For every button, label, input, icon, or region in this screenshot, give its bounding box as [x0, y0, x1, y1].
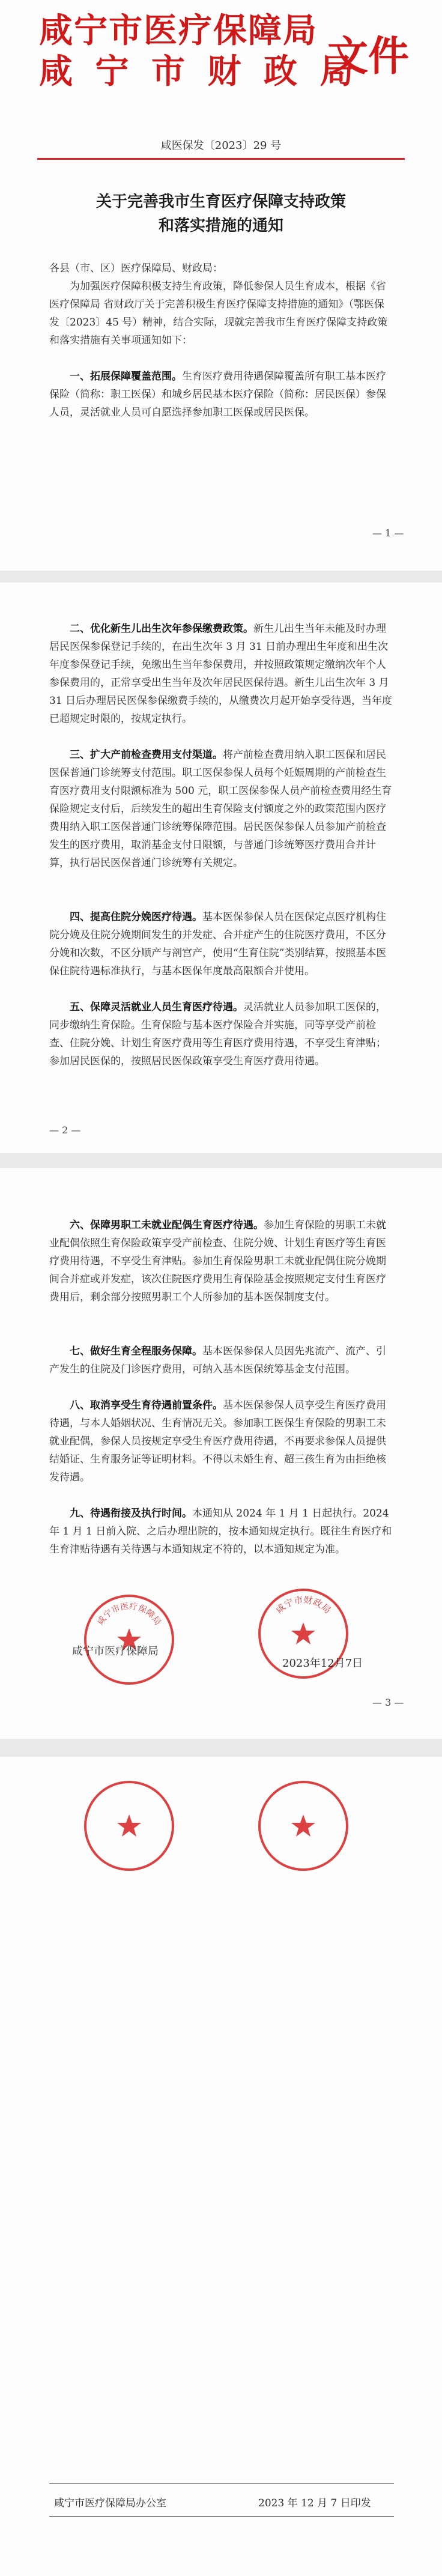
page-4 — [0, 1757, 442, 2576]
section-1 — [49, 368, 394, 422]
finance-bureau-seal-repeat — [258, 1781, 348, 1871]
svg-text:咸宁市财政局: 咸宁市财政局 — [273, 1594, 333, 1616]
page-number-2: — 2 — — [49, 1124, 81, 1136]
intro-paragraph: 为加强医疗保障积极支持生育政策，降低参保人员生育成本，根据《省医疗保障局 省财政厅关于完善积极生育医疗保障支持措施的通知》（鄂医保发〔2023〕45 号）精神，结合实际，现就完善我市生育医疗保障支持政策和落实措施有关事项通知如下： — [49, 280, 388, 347]
section-4-body: 基本医保参保人员在医保定点医疗机构住院分娩及住院分娩期间发生的并发症、合并症产生的住院医疗费用，不区分分娩和次数，不区分顺产与剖宫产，使用“生育住院”类别结算，按照基本医保住院待遇标准执行，与基本医保年度最高限额合并使用。 — [49, 911, 387, 977]
section-7-body: 基本医保参保人员因先兆流产、流产、引产发生的住院及门诊医疗费用，可纳入基本医保统筹基金支付范围。 — [49, 1345, 386, 1375]
section-6-heading: 六、保障男职工未就业配偶生育医疗待遇。 — [70, 1219, 264, 1231]
section-1-body: 生育医疗费用待遇保障覆盖所有职工基本医疗保险（简称：职工医保）和城乡居民基本医疗保险（简称：居民医保）参保人员，灵活就业人员可自愿选择参加职工医保或居民医保。 — [49, 371, 386, 419]
section-7 — [49, 1342, 394, 1378]
recipients: 各县（市、区）医疗保障局、财政局： — [49, 262, 223, 274]
section-8 — [49, 1396, 394, 1487]
health-bureau-seal — [84, 1595, 174, 1685]
document-title-line2: 和落实措施的通知 — [158, 217, 283, 235]
section-9-heading: 九、待遇衔接及执行时间。 — [70, 1508, 192, 1520]
page-number-3: — 3 — — [372, 1697, 404, 1708]
health-bureau-seal-repeat-graphic — [86, 1783, 172, 1868]
health-bureau-seal-repeat — [84, 1781, 174, 1871]
section-5 — [49, 998, 394, 1070]
section-9 — [49, 1505, 394, 1559]
section-3-heading: 三、扩大产前检查费用支付渠道。 — [70, 749, 223, 761]
section-6 — [49, 1216, 394, 1306]
section-1-heading: 一、拓展保障覆盖范围。 — [70, 371, 182, 383]
section-3 — [49, 746, 394, 872]
document-number: 咸医保发〔2023〕29 号 — [160, 139, 282, 152]
svg-text:咸宁市医疗保障局: 咸宁市医疗保障局 — [95, 1601, 163, 1627]
section-2 — [49, 620, 394, 728]
page-number-1: — 1 — — [372, 527, 404, 539]
red-divider — [37, 158, 405, 160]
signature-health-bureau: 咸宁市医疗保障局 — [72, 1645, 159, 1658]
section-2-body: 新生儿出生当年未能及时办理居民医保参保登记手续的，在出生次年 3 月 31 日前办理出生年度和出生次年度参保登记手续，免缴出生当年参保费用，并按照政策规定缴纳次年个人参保费用的，正常享受出生当年及次年居民医保待遇。新生儿出生次年 3 月 31 日后办理居民医保参保缴费手续的，从缴费次月起开始享受待遇，当年度已超规定时限的，按规定执行。 — [49, 623, 393, 725]
page-1 — [0, 0, 442, 571]
footer-date: 2023 年 12 月 7 日印发 — [258, 2497, 371, 2509]
section-8-heading: 八、取消享受生育待遇前置条件。 — [70, 1399, 223, 1411]
section-8-body: 基本医保参保人员享受生育医疗费用待遇，与本人婚姻状况、生育情况无关。参加职工医保生育保险的男职工未就业配偶，参保人员按规定享受生育医疗费用待遇，不再要求参保人员提供结婚证、生育服务证等证明材料。不得以未婚生育、超三孩生育为由拒绝核发待遇。 — [49, 1399, 386, 1483]
section-5-body: 灵活就业人员参加职工医保的，同步缴纳生育保险。生育保险与基本医疗保险合并实施，同等享受产前检查、住院分娩、计划生育医疗费用等生育医疗费用待遇，不享受生育津贴；参加居民医保的，按照居民医保政策享受生育医疗费用待遇。 — [49, 1001, 386, 1067]
section-2-heading: 二、优化新生儿出生次年参保缴费政策。 — [70, 623, 253, 635]
section-4-heading: 四、提高住院分娩医疗待遇。 — [70, 911, 202, 923]
footer-rule-bottom — [49, 2516, 394, 2517]
section-4 — [49, 908, 394, 980]
section-5-heading: 五、保障灵活就业人员生育医疗待遇。 — [70, 1001, 243, 1013]
finance-bureau-seal-repeat-graphic — [261, 1783, 346, 1868]
signature-date: 2023年12月7日 — [282, 1657, 363, 1670]
issuer-title-finance: 咸 宁 市 财 政 局 — [39, 52, 359, 91]
page-2 — [0, 583, 442, 1153]
wenjian-mark: 文件 — [327, 32, 410, 80]
section-3-body: 将产前检查费用纳入职工医保和居民医保普通门诊统筹支付范围。职工医保参保人员每个妊娠周期的产前检查生育医疗费用支付限额标准为 500 元，职工医保参保人员产前检查费用经生育保险规定支付后，后续发生的超出生育保险支付额度之外的政策范围内医疗费用纳入职工医保普通门诊统筹保障范围。居民医保参保人员参加产前检查发生的医疗费用，取消基金支付日限额，与普通门诊统筹医疗费用合并计算，执行居民医保普通门诊统筹有关规定。 — [49, 749, 392, 869]
section-7-heading: 七、做好生育全程服务保障。 — [70, 1345, 202, 1357]
issuer-title-health: 咸宁市医疗保障局 — [39, 11, 318, 50]
section-6-body: 参加生育保险的男职工未就业配偶依照生育保险政策享受产前检查、住院分娩、计划生育医疗等生育医疗费用待遇，不享受生育津贴。参加生育保险男职工未就业配偶住院分娩期间合并症或并发症，该次住院医疗费用生育保险基金按照规定支付生育医疗费用后，剩余部分按照男职工个人所参加的基本医保制度支付。 — [49, 1219, 386, 1303]
footer-issuer: 咸宁市医疗保障局办公室 — [54, 2497, 166, 2509]
document-title-line1: 关于完善我市生育医疗保障支持政策 — [95, 193, 346, 211]
section-9-body: 本通知从 2024 年 1 月 1 日起执行。2024 年 1 月 1 日前入院、之后办理出院的，按本通知规定执行。既往生育医疗和生育津贴待遇有关待遇与本通知规定不符的，以本通知规定为准。 — [49, 1508, 392, 1556]
health-bureau-seal-graphic — [86, 1597, 172, 1682]
page-3 — [0, 1168, 442, 1739]
